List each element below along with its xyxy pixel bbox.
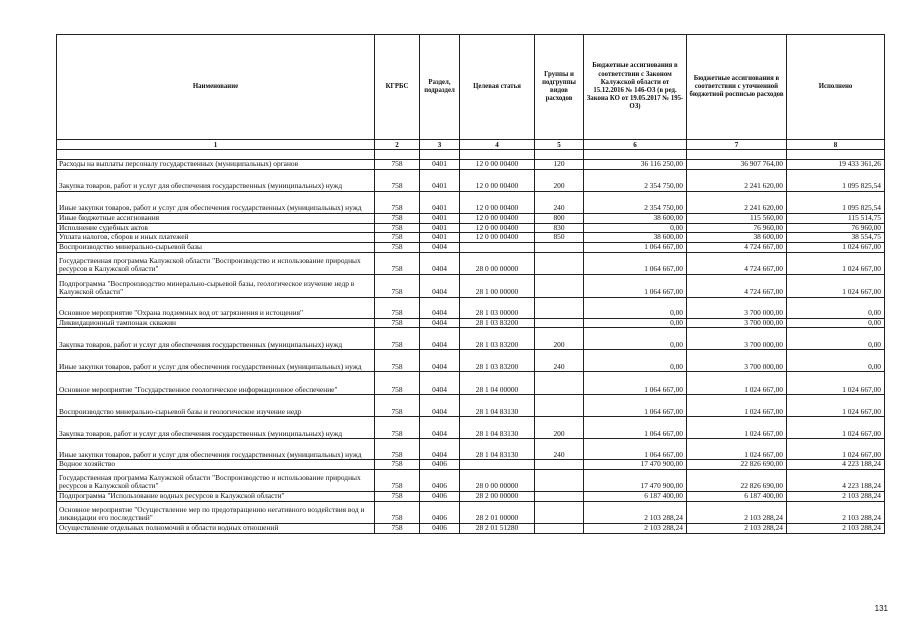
row-refined: 1 024 667,00	[687, 395, 787, 417]
row-kgrbs: 758	[375, 223, 420, 233]
row-group: 240	[535, 192, 584, 214]
row-group	[535, 395, 584, 417]
row-law: 17 470 900,00	[584, 460, 687, 470]
row-target: 28 1 03 83200	[460, 328, 535, 350]
row-refined: 115 560,00	[687, 214, 787, 224]
row-refined: 3 700 000,00	[687, 318, 787, 328]
row-target: 12 0 00 00400	[460, 160, 535, 170]
table-row	[57, 501, 885, 523]
row-kgrbs: 758	[375, 252, 420, 274]
row-executed: 1 024 667,00	[787, 395, 885, 417]
header-kgrbs: КГРБС	[375, 35, 420, 140]
row-law: 0,00	[584, 318, 687, 328]
header-budget-refined: Бюджетные ассигнования в соответствии с уточненной бюджетной росписью расходов	[687, 35, 787, 140]
row-law: 2 103 288,24	[584, 501, 687, 523]
header-target: Целевая статья	[460, 35, 535, 140]
row-executed: 0,00	[787, 318, 885, 328]
row-name: Иные бюджетные ассигнования	[57, 214, 375, 224]
row-target: 28 1 04 00000	[460, 372, 535, 395]
row-section: 0406	[420, 523, 460, 533]
row-section: 0401	[420, 223, 460, 233]
table-row	[57, 223, 885, 233]
row-executed: 2 103 288,24	[787, 501, 885, 523]
row-executed: 2 103 288,24	[787, 523, 885, 533]
row-law: 1 064 667,00	[584, 417, 687, 439]
column-number: 8	[787, 140, 885, 150]
row-group	[535, 523, 584, 533]
row-target: 12 0 00 00400	[460, 170, 535, 192]
row-executed: 1 024 667,00	[787, 242, 885, 252]
row-executed: 1 024 667,00	[787, 417, 885, 439]
row-name: Основное мероприятие "Осуществление мер по предотвращению негативного воздействия вод и ликвидации его последствий"	[57, 501, 375, 523]
row-section: 0406	[420, 501, 460, 523]
row-refined: 2 241 620,00	[687, 192, 787, 214]
row-executed: 1 024 667,00	[787, 252, 885, 274]
row-kgrbs: 758	[375, 328, 420, 350]
row-name: Закупка товаров, работ и услуг для обеспечения государственных (муниципальных) нужд	[57, 170, 375, 192]
column-number: 4	[460, 140, 535, 150]
row-group	[535, 469, 584, 491]
column-number: 3	[420, 140, 460, 150]
row-name: Закупка товаров, работ и услуг для обеспечения государственных (муниципальных) нужд	[57, 417, 375, 439]
table-row	[57, 460, 885, 470]
page-number: 131	[874, 604, 888, 613]
row-group: 800	[535, 214, 584, 224]
row-target: 28 1 04 83130	[460, 395, 535, 417]
row-law: 0,00	[584, 350, 687, 372]
row-group: 200	[535, 170, 584, 192]
row-law: 1 064 667,00	[584, 439, 687, 460]
row-refined: 2 103 288,24	[687, 501, 787, 523]
row-name: Основное мероприятие "Государственное геологическое информационное обеспечение"	[57, 372, 375, 395]
row-name: Государственная программа Калужской области "Воспроизводство и использование природных ресурсов в Калужской области"	[57, 252, 375, 274]
header-executed: Исполнено	[787, 35, 885, 140]
budget-table	[56, 34, 885, 534]
row-target: 12 0 00 00400	[460, 192, 535, 214]
header-budget-law: Бюджетные ассигнования в соответствии с Законом Калужской области от 15.12.2016 № 146-ОЗ (в ред. Закона КО от 19.05.2017 № 195-ОЗ)	[584, 35, 687, 140]
row-target: 28 1 03 00000	[460, 297, 535, 318]
table-row	[57, 372, 885, 395]
row-section: 0406	[420, 491, 460, 501]
row-name: Воспроизводство минерально-сырьевой базы	[57, 242, 375, 252]
row-kgrbs: 758	[375, 160, 420, 170]
row-group	[535, 491, 584, 501]
row-group	[535, 297, 584, 318]
row-group	[535, 274, 584, 297]
row-group	[535, 372, 584, 395]
row-kgrbs: 758	[375, 297, 420, 318]
row-group	[535, 318, 584, 328]
row-executed: 0,00	[787, 297, 885, 318]
column-number: 1	[57, 140, 375, 150]
row-executed: 19 433 361,26	[787, 160, 885, 170]
row-name: Иные закупки товаров, работ и услуг для обеспечения государственных (муниципальных) нужд	[57, 439, 375, 460]
row-executed: 1 024 667,00	[787, 439, 885, 460]
row-section: 0404	[420, 318, 460, 328]
row-refined: 3 700 000,00	[687, 328, 787, 350]
row-executed: 1 024 667,00	[787, 372, 885, 395]
row-name: Исполнение судебных актов	[57, 223, 375, 233]
row-law: 38 600,00	[584, 214, 687, 224]
row-refined: 36 907 764,00	[687, 160, 787, 170]
row-group: 120	[535, 160, 584, 170]
row-group: 200	[535, 328, 584, 350]
row-law: 0,00	[584, 223, 687, 233]
row-kgrbs: 758	[375, 233, 420, 243]
row-name: Воспроизводство минерально-сырьевой базы и геологическое изучение недр	[57, 395, 375, 417]
row-kgrbs: 758	[375, 491, 420, 501]
row-executed: 38 554,75	[787, 233, 885, 243]
row-refined: 4 724 667,00	[687, 242, 787, 252]
row-law: 17 470 900,00	[584, 469, 687, 491]
row-executed: 0,00	[787, 350, 885, 372]
table-row	[57, 160, 885, 170]
row-target: 28 0 00 00000	[460, 252, 535, 274]
table-row	[57, 170, 885, 192]
row-refined: 3 700 000,00	[687, 297, 787, 318]
row-refined: 2 103 288,24	[687, 523, 787, 533]
row-kgrbs: 758	[375, 439, 420, 460]
header-row	[57, 35, 885, 140]
row-refined: 22 826 690,00	[687, 469, 787, 491]
table-row	[57, 318, 885, 328]
row-name: Иные закупки товаров, работ и услуг для обеспечения государственных (муниципальных) нужд	[57, 192, 375, 214]
row-section: 0404	[420, 395, 460, 417]
row-section: 0404	[420, 274, 460, 297]
row-kgrbs: 758	[375, 192, 420, 214]
table-row	[57, 491, 885, 501]
row-section: 0404	[420, 242, 460, 252]
column-number: 6	[584, 140, 687, 150]
row-name: Уплата налогов, сборов и иных платежей	[57, 233, 375, 243]
table-row	[57, 192, 885, 214]
row-law: 1 064 667,00	[584, 274, 687, 297]
row-refined: 1 024 667,00	[687, 417, 787, 439]
row-refined: 2 241 620,00	[687, 170, 787, 192]
row-name: Подпрограмма "Воспроизводство минерально-сырьевой базы, геологическое изучение недр в Калужской области"	[57, 274, 375, 297]
row-target: 28 1 04 83130	[460, 417, 535, 439]
row-name: Водное хозяйство	[57, 460, 375, 470]
row-target: 28 2 00 00000	[460, 491, 535, 501]
row-name: Государственная программа Калужской области "Воспроизводство и использование природных ресурсов в Калужской области"	[57, 469, 375, 491]
row-section: 0404	[420, 417, 460, 439]
row-section: 0404	[420, 439, 460, 460]
row-law: 1 064 667,00	[584, 252, 687, 274]
row-group: 240	[535, 350, 584, 372]
row-group	[535, 242, 584, 252]
row-section: 0406	[420, 460, 460, 470]
row-target: 28 2 01 00000	[460, 501, 535, 523]
spacer-row	[57, 150, 885, 160]
row-name: Основное мероприятие "Охрана подземных вод от загрязнения и истощения"	[57, 297, 375, 318]
row-section: 0404	[420, 350, 460, 372]
row-section: 0401	[420, 192, 460, 214]
row-kgrbs: 758	[375, 523, 420, 533]
row-law: 2 354 750,00	[584, 170, 687, 192]
row-group	[535, 460, 584, 470]
row-executed: 0,00	[787, 328, 885, 350]
row-group: 240	[535, 439, 584, 460]
table-row	[57, 252, 885, 274]
header-section: Раздел, подраздел	[420, 35, 460, 140]
row-group	[535, 501, 584, 523]
row-group	[535, 252, 584, 274]
column-number: 2	[375, 140, 420, 150]
row-refined: 76 960,00	[687, 223, 787, 233]
row-section: 0404	[420, 297, 460, 318]
row-refined: 4 724 667,00	[687, 274, 787, 297]
row-target: 28 1 00 00000	[460, 274, 535, 297]
column-number: 5	[535, 140, 584, 150]
table-row	[57, 395, 885, 417]
row-name: Осуществление отдельных полномочий в области водных отношений	[57, 523, 375, 533]
row-executed: 76 960,00	[787, 223, 885, 233]
row-section: 0401	[420, 160, 460, 170]
row-name: Подпрограмма "Использование водных ресурсов в Калужской области"	[57, 491, 375, 501]
row-executed: 4 223 188,24	[787, 460, 885, 470]
row-target: 28 1 03 83200	[460, 350, 535, 372]
row-kgrbs: 758	[375, 372, 420, 395]
row-target: 12 0 00 00400	[460, 223, 535, 233]
row-refined: 38 600,00	[687, 233, 787, 243]
row-executed: 4 223 188,24	[787, 469, 885, 491]
row-kgrbs: 758	[375, 350, 420, 372]
header-name: Наименование	[57, 35, 375, 140]
row-executed: 115 514,75	[787, 214, 885, 224]
row-refined: 1 024 667,00	[687, 439, 787, 460]
row-group: 830	[535, 223, 584, 233]
table-row	[57, 439, 885, 460]
row-executed: 2 103 288,24	[787, 491, 885, 501]
row-target	[460, 242, 535, 252]
row-kgrbs: 758	[375, 274, 420, 297]
table-row	[57, 297, 885, 318]
row-kgrbs: 758	[375, 395, 420, 417]
row-kgrbs: 758	[375, 460, 420, 470]
row-executed: 1 024 667,00	[787, 274, 885, 297]
row-kgrbs: 758	[375, 214, 420, 224]
row-law: 2 103 288,24	[584, 523, 687, 533]
row-kgrbs: 758	[375, 469, 420, 491]
row-law: 1 064 667,00	[584, 395, 687, 417]
row-law: 0,00	[584, 328, 687, 350]
row-kgrbs: 758	[375, 170, 420, 192]
row-target: 28 0 00 00000	[460, 469, 535, 491]
table-row	[57, 242, 885, 252]
row-target: 28 1 04 83130	[460, 439, 535, 460]
row-law: 1 064 667,00	[584, 242, 687, 252]
row-refined: 6 187 400,00	[687, 491, 787, 501]
table-row	[57, 328, 885, 350]
row-section: 0404	[420, 372, 460, 395]
table-row	[57, 469, 885, 491]
row-name: Ликвидационный тампонаж скважин	[57, 318, 375, 328]
table-row	[57, 214, 885, 224]
row-kgrbs: 758	[375, 318, 420, 328]
row-section: 0401	[420, 214, 460, 224]
row-executed: 1 095 825,54	[787, 170, 885, 192]
row-name: Расходы на выплаты персоналу государственных (муниципальных) органов	[57, 160, 375, 170]
row-kgrbs: 758	[375, 417, 420, 439]
row-law: 38 600,00	[584, 233, 687, 243]
row-section: 0401	[420, 233, 460, 243]
table-row	[57, 274, 885, 297]
row-refined: 22 826 690,00	[687, 460, 787, 470]
header-groups: Группы и подгруппы видов расходов	[535, 35, 584, 140]
table-row	[57, 523, 885, 533]
row-section: 0401	[420, 170, 460, 192]
row-refined: 1 024 667,00	[687, 372, 787, 395]
row-target: 28 2 01 51280	[460, 523, 535, 533]
table-row	[57, 417, 885, 439]
row-law: 0,00	[584, 297, 687, 318]
table-row	[57, 350, 885, 372]
row-kgrbs: 758	[375, 242, 420, 252]
row-executed: 1 095 825,54	[787, 192, 885, 214]
row-law: 36 116 250,00	[584, 160, 687, 170]
row-group: 200	[535, 417, 584, 439]
row-section: 0404	[420, 328, 460, 350]
row-section: 0406	[420, 469, 460, 491]
row-section: 0404	[420, 252, 460, 274]
row-law: 2 354 750,00	[584, 192, 687, 214]
column-number: 7	[687, 140, 787, 150]
row-law: 6 187 400,00	[584, 491, 687, 501]
row-target: 28 1 03 83200	[460, 318, 535, 328]
row-kgrbs: 758	[375, 501, 420, 523]
row-refined: 3 700 000,00	[687, 350, 787, 372]
column-number-row	[57, 140, 885, 150]
row-name: Закупка товаров, работ и услуг для обеспечения государственных (муниципальных) нужд	[57, 328, 375, 350]
row-group: 850	[535, 233, 584, 243]
table-row	[57, 233, 885, 243]
row-law: 1 064 667,00	[584, 372, 687, 395]
row-target: 12 0 00 00400	[460, 214, 535, 224]
row-name: Иные закупки товаров, работ и услуг для обеспечения государственных (муниципальных) нужд	[57, 350, 375, 372]
row-target: 12 0 00 00400	[460, 233, 535, 243]
row-target	[460, 460, 535, 470]
row-refined: 4 724 667,00	[687, 252, 787, 274]
